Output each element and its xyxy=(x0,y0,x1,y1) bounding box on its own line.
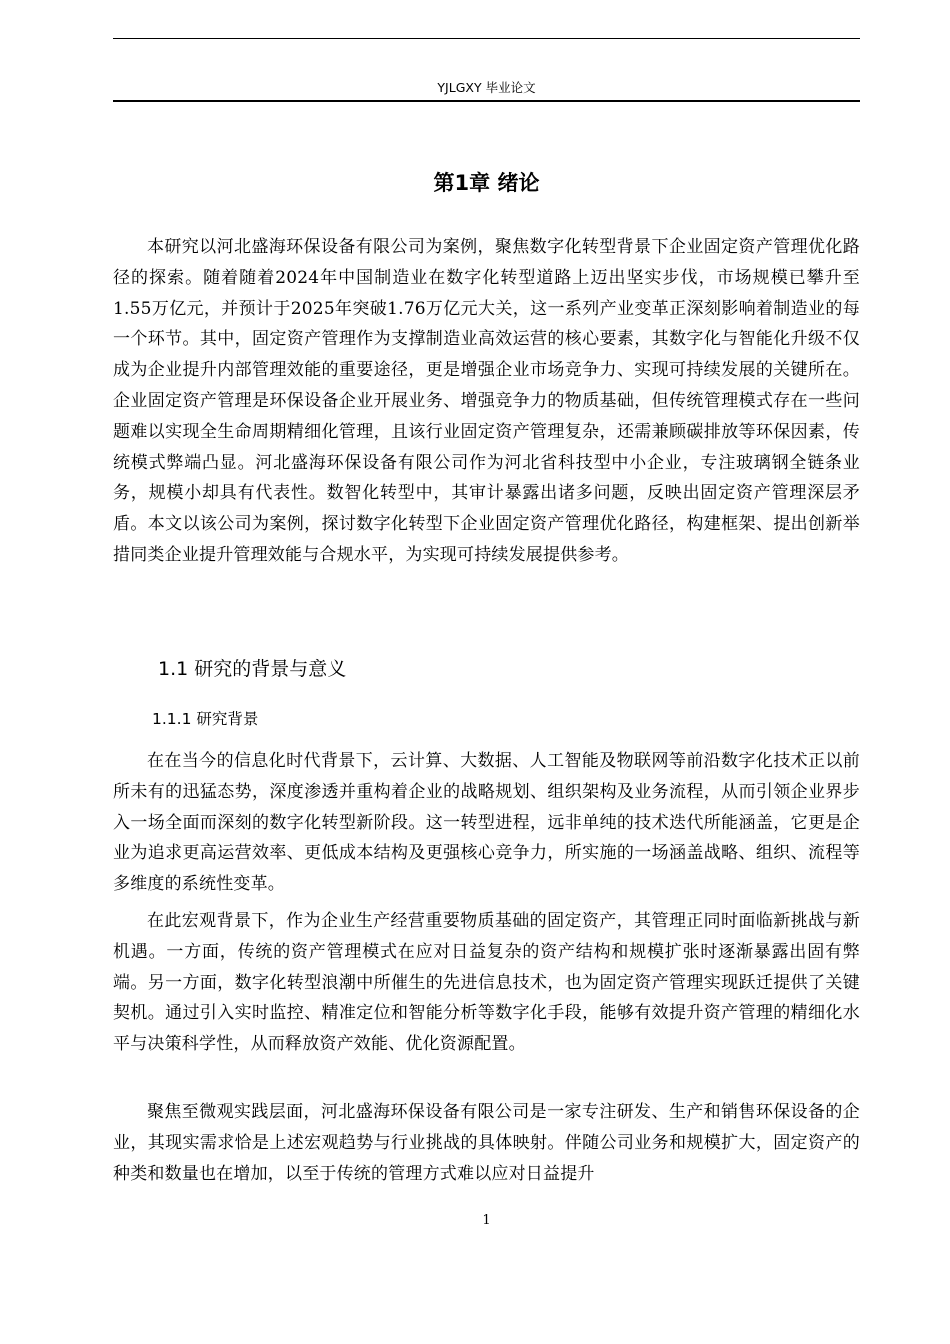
header-rule xyxy=(113,100,860,102)
section-heading: 1.1 研究的背景与意义 xyxy=(158,658,347,680)
subsection-heading: 1.1.1 研究背景 xyxy=(152,710,259,728)
body-paragraph-3: 聚焦至微观实践层面，河北盛海环保设备有限公司是一家专注研发、生产和销售环保设备的企业，其现实需求恰是上述宏观趋势与行业挑战的具体映射。伴随公司业务和规模扩大，固定资产的种类和数量也在增加，以至于传统的管理方式难以应对日益提升 xyxy=(113,1102,860,1184)
chapter-title: 第1章 绪论 xyxy=(433,171,540,195)
running-header: YJLGXY 毕业论文 xyxy=(437,80,536,95)
top-rule xyxy=(113,38,860,39)
body-paragraph-2: 在此宏观背景下，作为企业生产经营重要物质基础的固定资产，其管理正同时面临新挑战与新机遇。一方面，传统的资产管理模式在应对日益复杂的资产结构和规模扩张时逐渐暴露出固有弊端。另一方面，数字化转型浪潮中所催生的先进信息技术，也为固定资产管理实现跃迁提供了关键契机。通过引入实时监控、精准定位和智能分析等数字化手段，能够有效提升资产管理的精细化水平与决策科学性，从而释放资产效能、优化资源配置。 xyxy=(113,911,860,1055)
intro-paragraph: 本研究以河北盛海环保设备有限公司为案例，聚焦数字化转型背景下企业固定资产管理优化路径的探索。随着随着2024年中国制造业在数字化转型道路上迈出坚实步伐，市场规模已攀升至1.55万亿元，并预计于2025年突破1.76万亿元大关，这一系列产业变革正深刻影响着制造业的每一个环节。其中，固定资产管理作为支撑制造业高效运营的核心要素，其数字化与智能化升级不仅成为企业提升内部管理效能的重要途径，更是增强企业市场竞争力、实现可持续发展的关键所在。企业固定资产管理是环保设备企业开展业务、增强竞争力的物质基础，但传统管理模式存在一些问题难以实现全生命周期精细化管理，且该行业固定资产管理复杂，还需兼顾碳排放等环保因素，传统模式弊端凸显。河北盛海环保设备有限公司作为河北省科技型中小企业，专注玻璃钢全链条业务，规模小却具有代表性。数智化转型中，其审计暴露出诸多问题，反映出固定资产管理深层矛盾。本文以该公司为案例，探讨数字化转型下企业固定资产管理优化路径，构建框架、提出创新举措同类企业提升管理效能与合规水平，为实现可持续发展提供参考。 xyxy=(113,237,860,565)
body-paragraph-1: 在在当今的信息化时代背景下，云计算、大数据、人工智能及物联网等前沿数字化技术正以前所未有的迅猛态势，深度渗透并重构着企业的战略规划、组织架构及业务流程，从而引领企业界步入一场全面而深刻的数字化转型新阶段。这一转型进程，远非单纯的技术迭代所能涵盖，它更是企业为追求更高运营效率、更低成本结构及更强核心竞争力，所实施的一场涵盖战略、组织、流程等多维度的系统性变革。 xyxy=(113,751,860,895)
page-number: 1 xyxy=(482,1213,491,1228)
